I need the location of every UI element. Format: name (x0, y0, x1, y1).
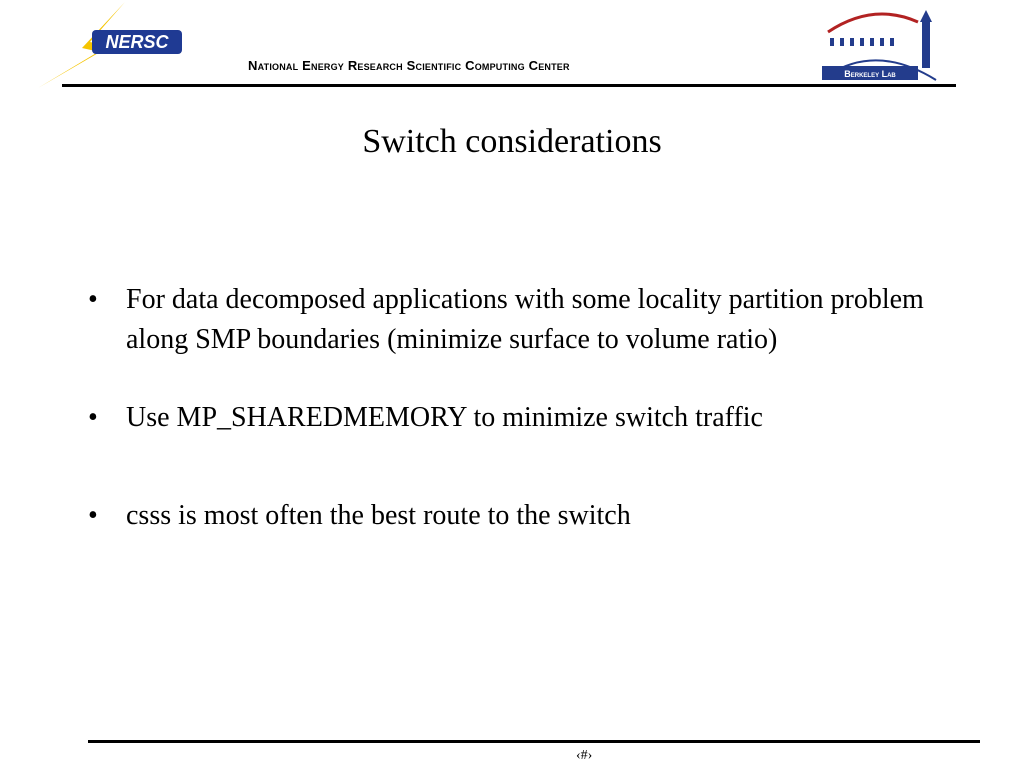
tower-roof (920, 10, 932, 22)
header-rule (62, 84, 956, 87)
bullet-mark: • (88, 500, 98, 531)
bullet-mark: • (88, 284, 98, 315)
slide-title: Switch considerations (362, 123, 662, 160)
campanile-tower-icon (922, 22, 930, 68)
arc-red (828, 14, 918, 32)
list-item (88, 280, 958, 360)
footer-rule (88, 740, 980, 743)
berkeley-lab-logo (818, 4, 948, 84)
list-item (88, 398, 958, 438)
page-number: ‹#› (576, 748, 593, 763)
bullet-list (88, 280, 958, 536)
bullet-text: Use MP_SHAREDMEMORY to minimize switch traffic (126, 402, 763, 433)
list-item (88, 496, 958, 536)
bullet-text: csss is most often the best route to the switch (126, 500, 631, 531)
bullet-mark: • (88, 402, 98, 433)
header-title: National Energy Research Scientific Computing Center (248, 58, 570, 73)
building-columns (830, 38, 894, 46)
nersc-logo (30, 0, 190, 90)
bullet-text: For data decomposed applications with some locality partition problem along SMP boundaries (minimize surface to volume ratio) (126, 284, 924, 355)
nersc-logo-text: NERSC (105, 32, 169, 52)
berkeley-lab-text: Berkeley Lab (844, 69, 896, 79)
